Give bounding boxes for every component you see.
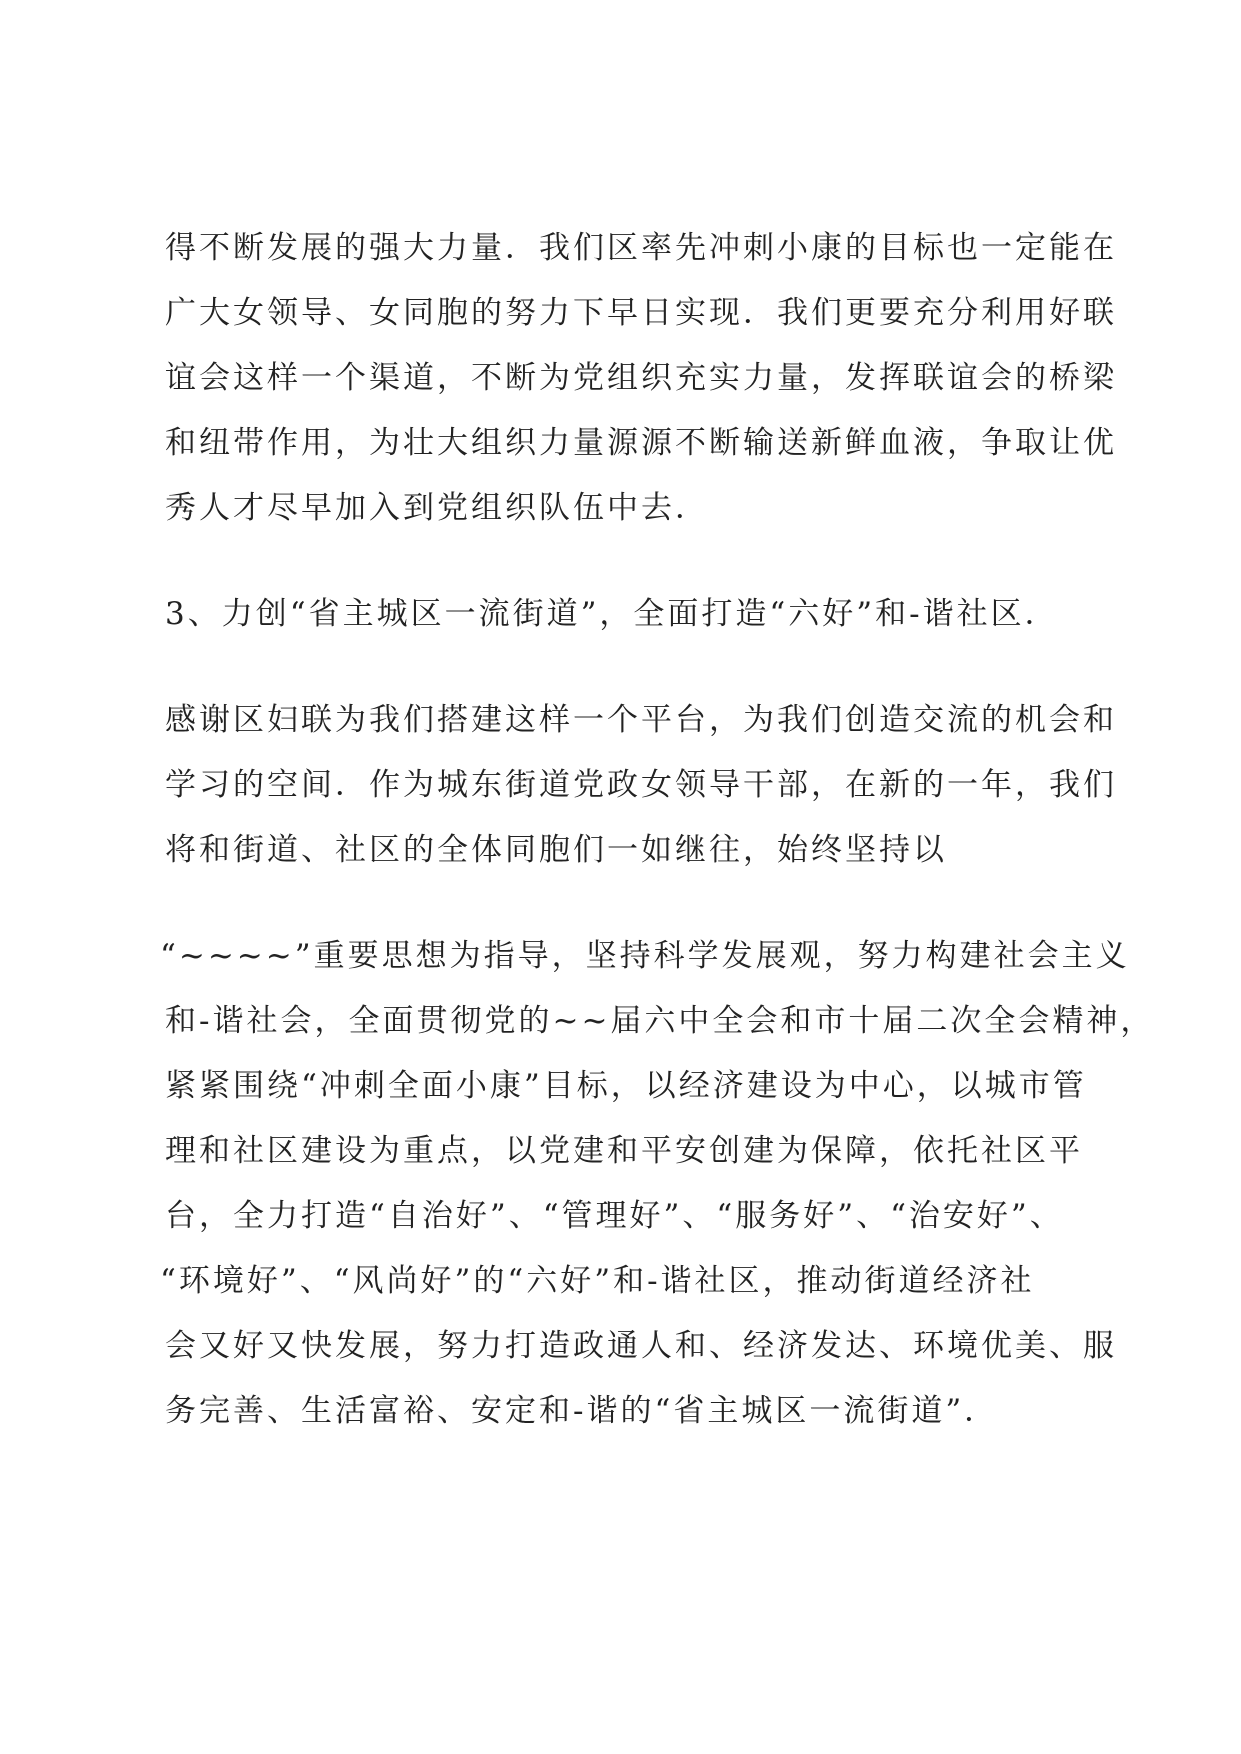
paragraph-3-line-8: 务完善、生活富裕、安定和-谐的“省主城区一流街道”．: [165, 1393, 999, 1429]
paragraph-3-line-3: 紧紧围绕“冲刺全面小康”目标，以经济建设为中心，以城市管: [165, 1068, 1087, 1104]
paragraph-2-line-3: 将和街道、社区的全体同胞们一如继往，始终坚持以: [165, 832, 947, 868]
paragraph-2-line-2: 学习的空间．作为城东街道党政女领导干部，在新的一年，我们: [165, 767, 1117, 803]
paragraph-3-line-1: “~~~~”重要思想为指导，坚持科学发展观，努力构建社会主义: [160, 938, 1130, 974]
paragraph-1-line-3: 谊会这样一个渠道，不断为党组织充实力量，发挥联谊会的桥梁: [165, 360, 1117, 396]
paragraph-3-line-6: “环境好”、“风尚好”的“六好”和-谐社区，推动街道经济社: [160, 1263, 1035, 1299]
paragraph-1-line-5: 秀人才尽早加入到党组织队伍中去．: [165, 490, 709, 526]
paragraph-3-line-4: 理和社区建设为重点，以党建和平安创建为保障，依托社区平: [165, 1133, 1083, 1169]
paragraph-2-line-1: 感谢区妇联为我们搭建这样一个平台，为我们创造交流的机会和: [165, 702, 1117, 738]
paragraph-3-line-2: 和-谐社会，全面贯彻党的~~届六中全会和市十届二次全会精神，: [165, 1003, 1155, 1039]
paragraph-1-line-4: 和纽带作用，为壮大组织力量源源不断输送新鲜血液，争取让优: [165, 425, 1117, 461]
paragraph-1-line-1: 得不断发展的强大力量．我们区率先冲刺小康的目标也一定能在: [165, 230, 1117, 266]
paragraph-3-line-5: 台，全力打造“自治好”、“管理好”、“服务好”、“治安好”、: [165, 1198, 1064, 1234]
section-heading-3: 3、力创“省主城区一流街道”，全面打造“六好”和-谐社区．: [165, 596, 1059, 632]
paragraph-1-line-2: 广大女领导、女同胞的努力下早日实现．我们更要充分利用好联: [165, 295, 1117, 331]
paragraph-3-line-7: 会又好又快发展，努力打造政通人和、经济发达、环境优美、服: [165, 1328, 1117, 1364]
